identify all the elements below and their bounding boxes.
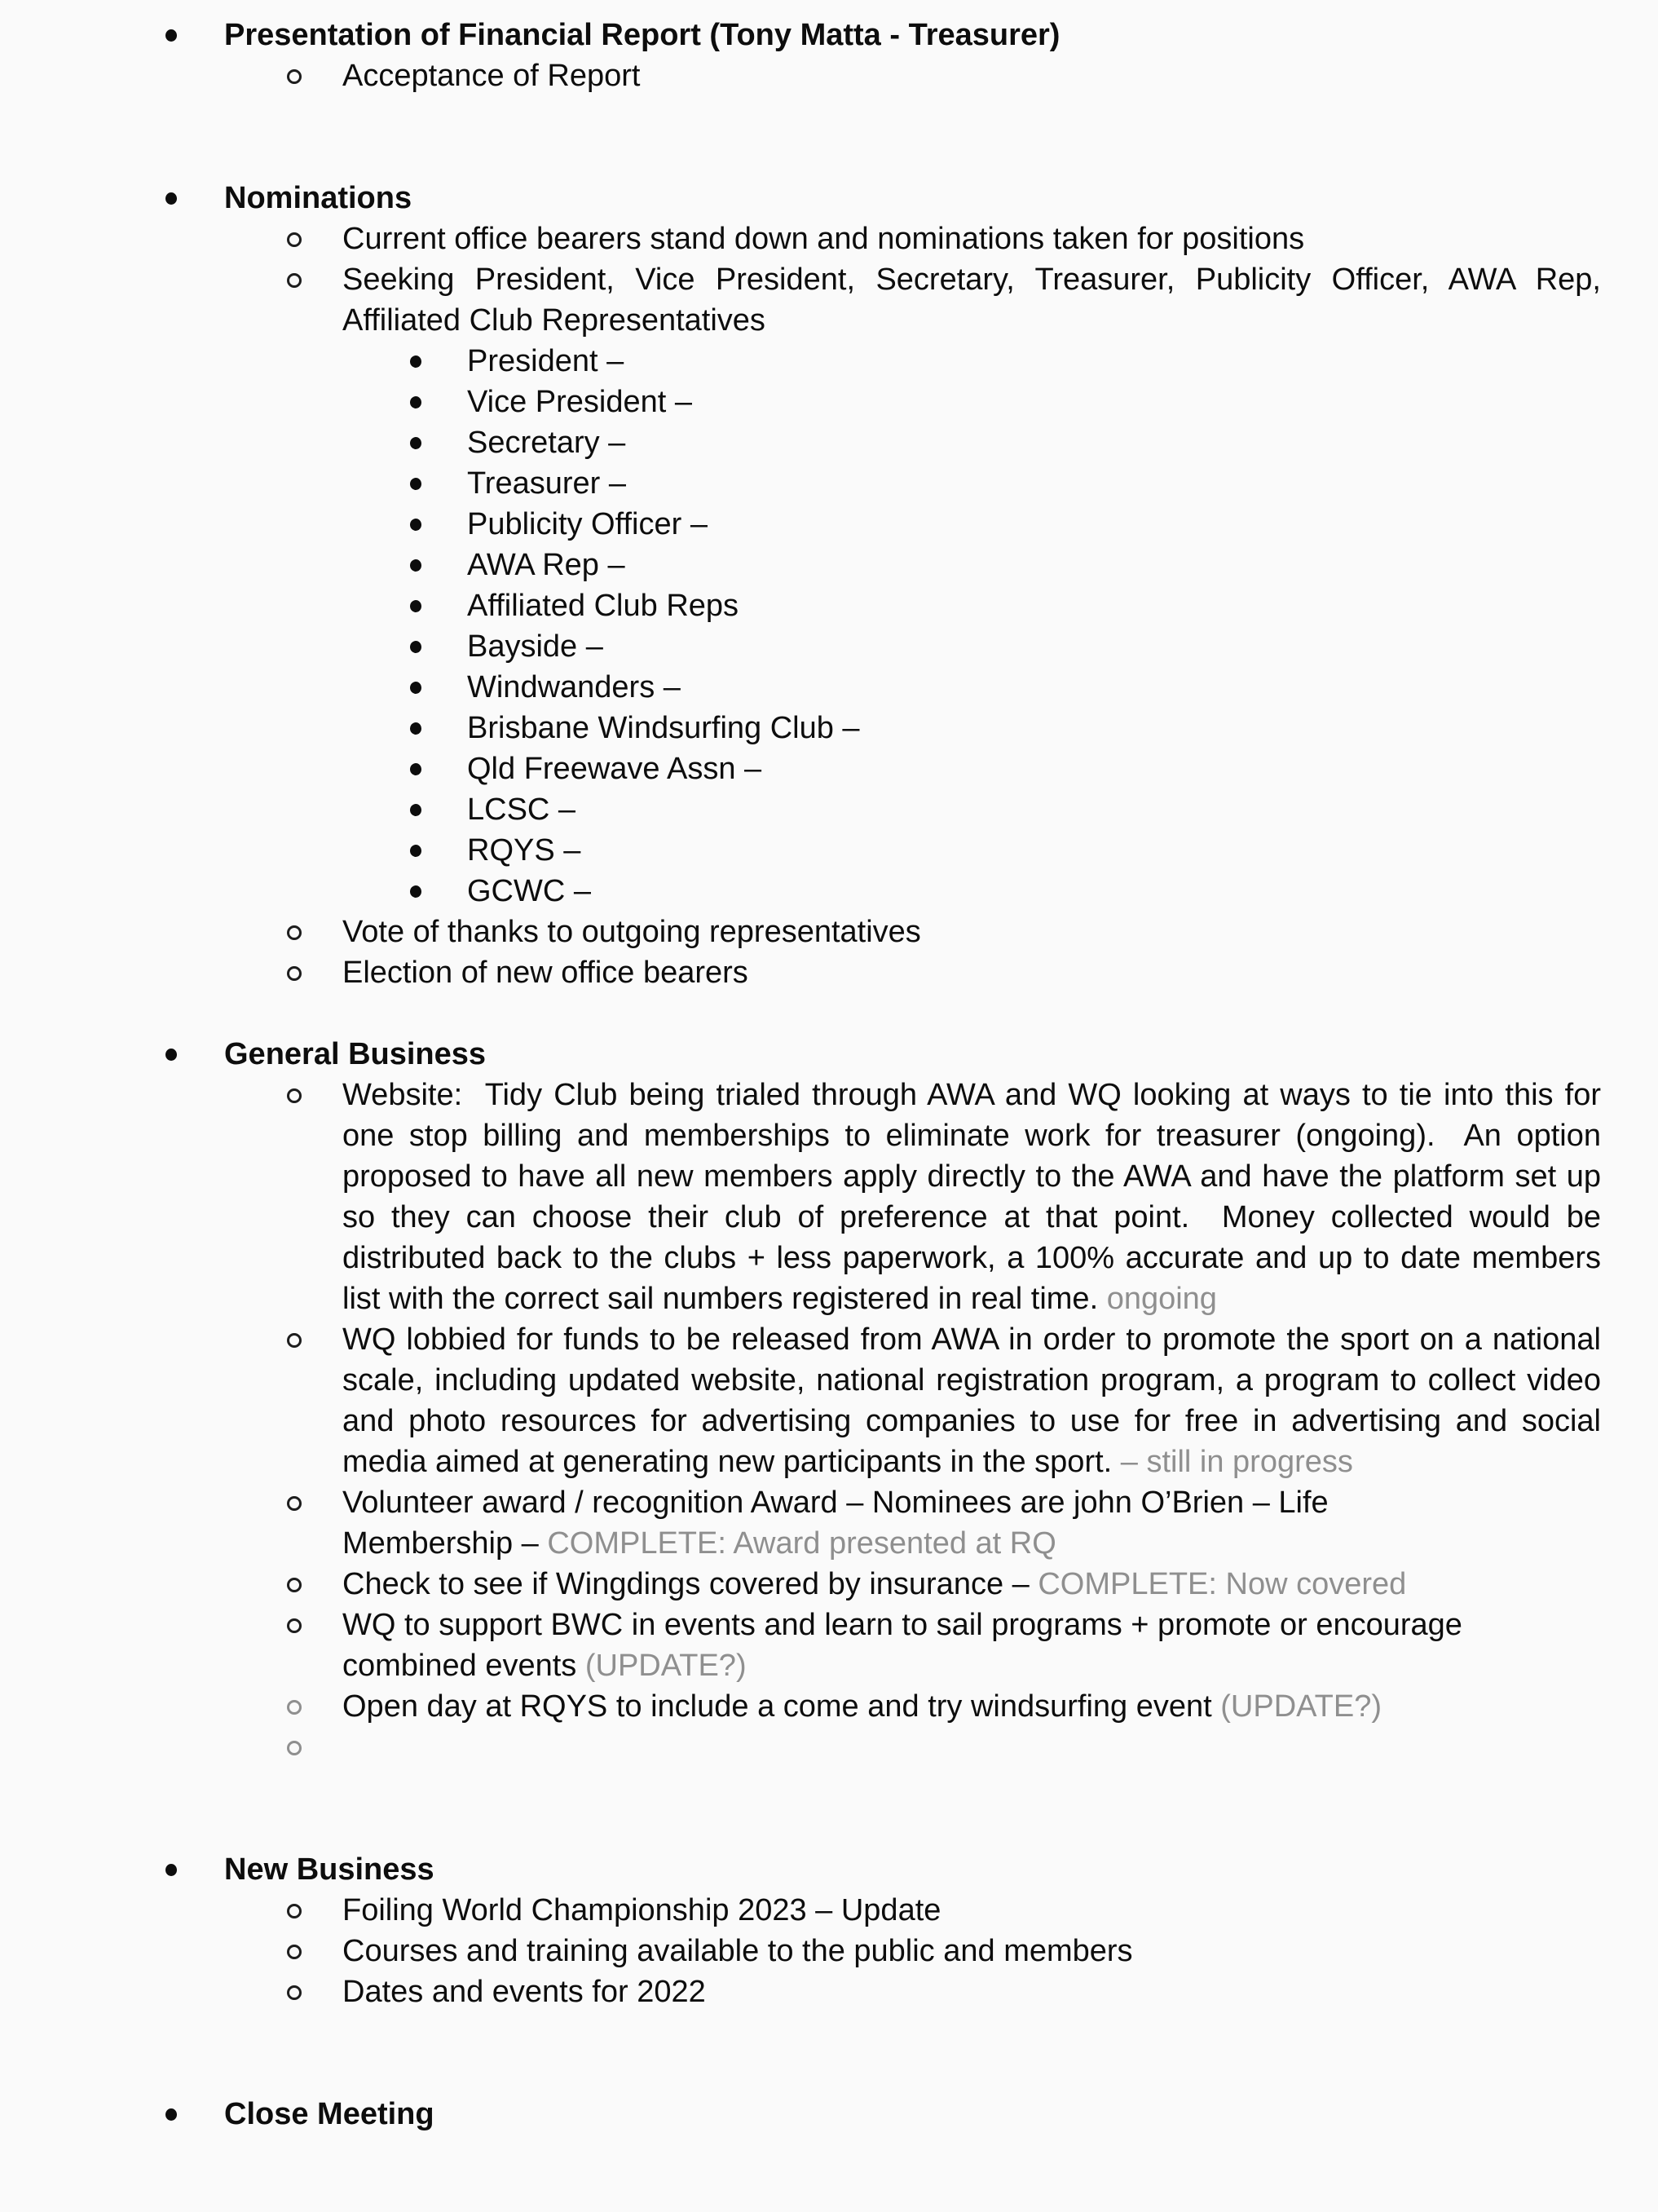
agenda-list-item — [0, 1482, 1658, 1564]
disc-bullet-icon — [410, 437, 421, 449]
agenda-list-item — [0, 1564, 1658, 1605]
item-text: Seeking President, Vice President, Secretary, Treasurer, Publicity Officer, AWA Rep, Affiliated Club Representatives — [342, 263, 1601, 338]
disc-bullet-icon — [410, 722, 421, 735]
agenda-list-item — [0, 708, 1658, 748]
status-note-text: COMPLETE: Now covered — [1038, 1567, 1407, 1601]
agenda-list-item — [0, 55, 1658, 96]
item-text: New Business — [224, 1852, 434, 1887]
item-text: General Business — [224, 1037, 487, 1071]
agenda-list-item — [0, 871, 1658, 912]
blank-lines — [0, 96, 1658, 178]
item-text: Vice President – — [467, 385, 693, 419]
disc-bullet-icon — [165, 1049, 177, 1061]
item-text: Qld Freewave Assn – — [467, 752, 762, 786]
disc-bullet-icon — [165, 29, 177, 42]
disc-bullet-icon — [410, 478, 421, 490]
disc-bullet-icon — [165, 192, 177, 205]
item-text: Foiling World Championship 2023 – Update — [342, 1893, 941, 1927]
agenda-list-item — [0, 341, 1658, 382]
circle-bullet-icon — [287, 1618, 302, 1633]
item-text: Brisbane Windsurfing Club – — [467, 711, 860, 745]
circle-bullet-icon — [287, 273, 302, 288]
disc-bullet-icon — [410, 519, 421, 531]
agenda-list-item — [0, 259, 1658, 341]
item-text: Check to see if Wingdings covered by insurance – — [342, 1567, 1038, 1601]
disc-bullet-icon — [165, 2108, 177, 2121]
disc-bullet-icon — [410, 804, 421, 816]
circle-bullet-icon — [287, 966, 302, 981]
agenda-list-item — [0, 748, 1658, 789]
agenda-list-item — [0, 545, 1658, 585]
agenda-list-item — [0, 1686, 1658, 1727]
agenda-list-item — [0, 1075, 1658, 1319]
agenda-heading-item — [0, 1849, 1658, 1890]
agenda-list-item — [0, 1931, 1658, 1971]
circle-bullet-icon — [287, 1945, 302, 1959]
disc-bullet-icon — [410, 355, 421, 368]
item-text: Presentation of Financial Report (Tony Matta - Treasurer) — [224, 18, 1061, 52]
item-text: Dates and events for 2022 — [342, 1975, 706, 2009]
item-text: Membership – — [342, 1526, 548, 1561]
item-text: combined events — [342, 1649, 585, 1683]
status-note-text: (UPDATE?) — [584, 1649, 747, 1683]
disc-bullet-icon — [410, 396, 421, 408]
item-text: Vote of thanks to outgoing representatives — [342, 915, 921, 949]
blank-lines — [0, 2012, 1658, 2094]
item-text: President – — [467, 344, 624, 378]
agenda-list-item — [0, 830, 1658, 871]
circle-bullet-icon — [287, 1741, 302, 1755]
circle-bullet-icon — [287, 1088, 302, 1103]
item-text: Website: Tidy Club being trialed through AWA and WQ looking at ways to tie into this for one stop billing and memberships to eliminate work for treasurer (ongoing). An option proposed to have all new members apply directly to the AWA and have the platform set up so they can choose their club of preference at that point. Money collected would be distributed back to the clubs + less paperwork, a 100% accurate and up to date members list with the correct sail numbers registered in real time. — [342, 1078, 1601, 1316]
status-note-text: ongoing — [1106, 1282, 1217, 1316]
agenda-heading-item — [0, 178, 1658, 219]
item-text: Acceptance of Report — [342, 59, 641, 93]
circle-bullet-icon — [287, 1985, 302, 2000]
item-text: Secretary – — [467, 426, 626, 460]
blank-lines — [0, 1768, 1658, 1849]
agenda-list-item — [0, 667, 1658, 708]
agenda-list-item — [0, 952, 1658, 993]
item-text: WQ to support BWC in events and learn to sail programs + promote or encourage — [342, 1608, 1462, 1642]
circle-bullet-icon — [287, 1333, 302, 1348]
circle-bullet-icon — [287, 1496, 302, 1511]
agenda-list-item — [0, 504, 1658, 545]
agenda-list-item — [0, 463, 1658, 504]
disc-bullet-icon — [410, 641, 421, 653]
item-text: Courses and training available to the public and members — [342, 1934, 1133, 1968]
item-text: Nominations — [224, 181, 412, 215]
item-text: Affiliated Club Reps — [467, 589, 739, 623]
agenda-list-item — [0, 1890, 1658, 1931]
item-text: Windwanders – — [467, 670, 681, 704]
agenda-list-item — [0, 422, 1658, 463]
status-note-text: COMPLETE: Award presented at RQ — [547, 1526, 1056, 1561]
item-text: Treasurer – — [467, 466, 626, 501]
item-text: Publicity Officer – — [467, 507, 708, 541]
agenda-list-item — [0, 219, 1658, 259]
agenda-list-item — [0, 789, 1658, 830]
item-text: Close Meeting — [224, 2097, 434, 2131]
agenda-list-item — [0, 626, 1658, 667]
item-text: WQ lobbied for funds to be released from AWA in order to promote the sport on a national scale, including updated website, national registration program, a program to collect video and photo resources for advertising companies to use for free in advertising and social media aimed at generating new participants in the sport. — [342, 1322, 1601, 1479]
item-text: Volunteer award / recognition Award – Nominees are john O’Brien – Life — [342, 1486, 1329, 1520]
disc-bullet-icon — [410, 559, 421, 572]
circle-bullet-icon — [287, 69, 302, 84]
item-text: Bayside – — [467, 629, 603, 664]
disc-bullet-icon — [410, 845, 421, 857]
disc-bullet-icon — [410, 600, 421, 612]
item-text: Election of new office bearers — [342, 956, 748, 990]
agenda-list-item — [0, 1727, 1658, 1768]
item-text: Open day at RQYS to include a come and try windsurfing event — [342, 1689, 1221, 1724]
agenda-list-item — [0, 1971, 1658, 2012]
circle-bullet-icon — [287, 1700, 302, 1715]
item-text: AWA Rep – — [467, 548, 625, 582]
circle-bullet-icon — [287, 1904, 302, 1918]
circle-bullet-icon — [287, 1578, 302, 1592]
disc-bullet-icon — [410, 763, 421, 775]
circle-bullet-icon — [287, 925, 302, 940]
disc-bullet-icon — [410, 885, 421, 898]
agenda-heading-item — [0, 2094, 1658, 2135]
agenda-heading-item — [0, 15, 1658, 55]
item-text: Current office bearers stand down and nominations taken for positions — [342, 222, 1305, 256]
item-text: LCSC – — [467, 793, 576, 827]
agenda-list-item — [0, 585, 1658, 626]
disc-bullet-icon — [410, 682, 421, 694]
agenda-list-item — [0, 1319, 1658, 1482]
status-note-text: – still in progress — [1120, 1445, 1353, 1479]
agenda-list-item — [0, 912, 1658, 952]
circle-bullet-icon — [287, 232, 302, 247]
agenda-list-item — [0, 382, 1658, 422]
status-note-text: (UPDATE?) — [1220, 1689, 1382, 1724]
item-text: RQYS – — [467, 833, 581, 868]
item-text: GCWC – — [467, 874, 591, 908]
disc-bullet-icon — [165, 1864, 177, 1876]
agenda-heading-item — [0, 1034, 1658, 1075]
agenda-list-item — [0, 1605, 1658, 1686]
blank-lines — [0, 993, 1658, 1034]
